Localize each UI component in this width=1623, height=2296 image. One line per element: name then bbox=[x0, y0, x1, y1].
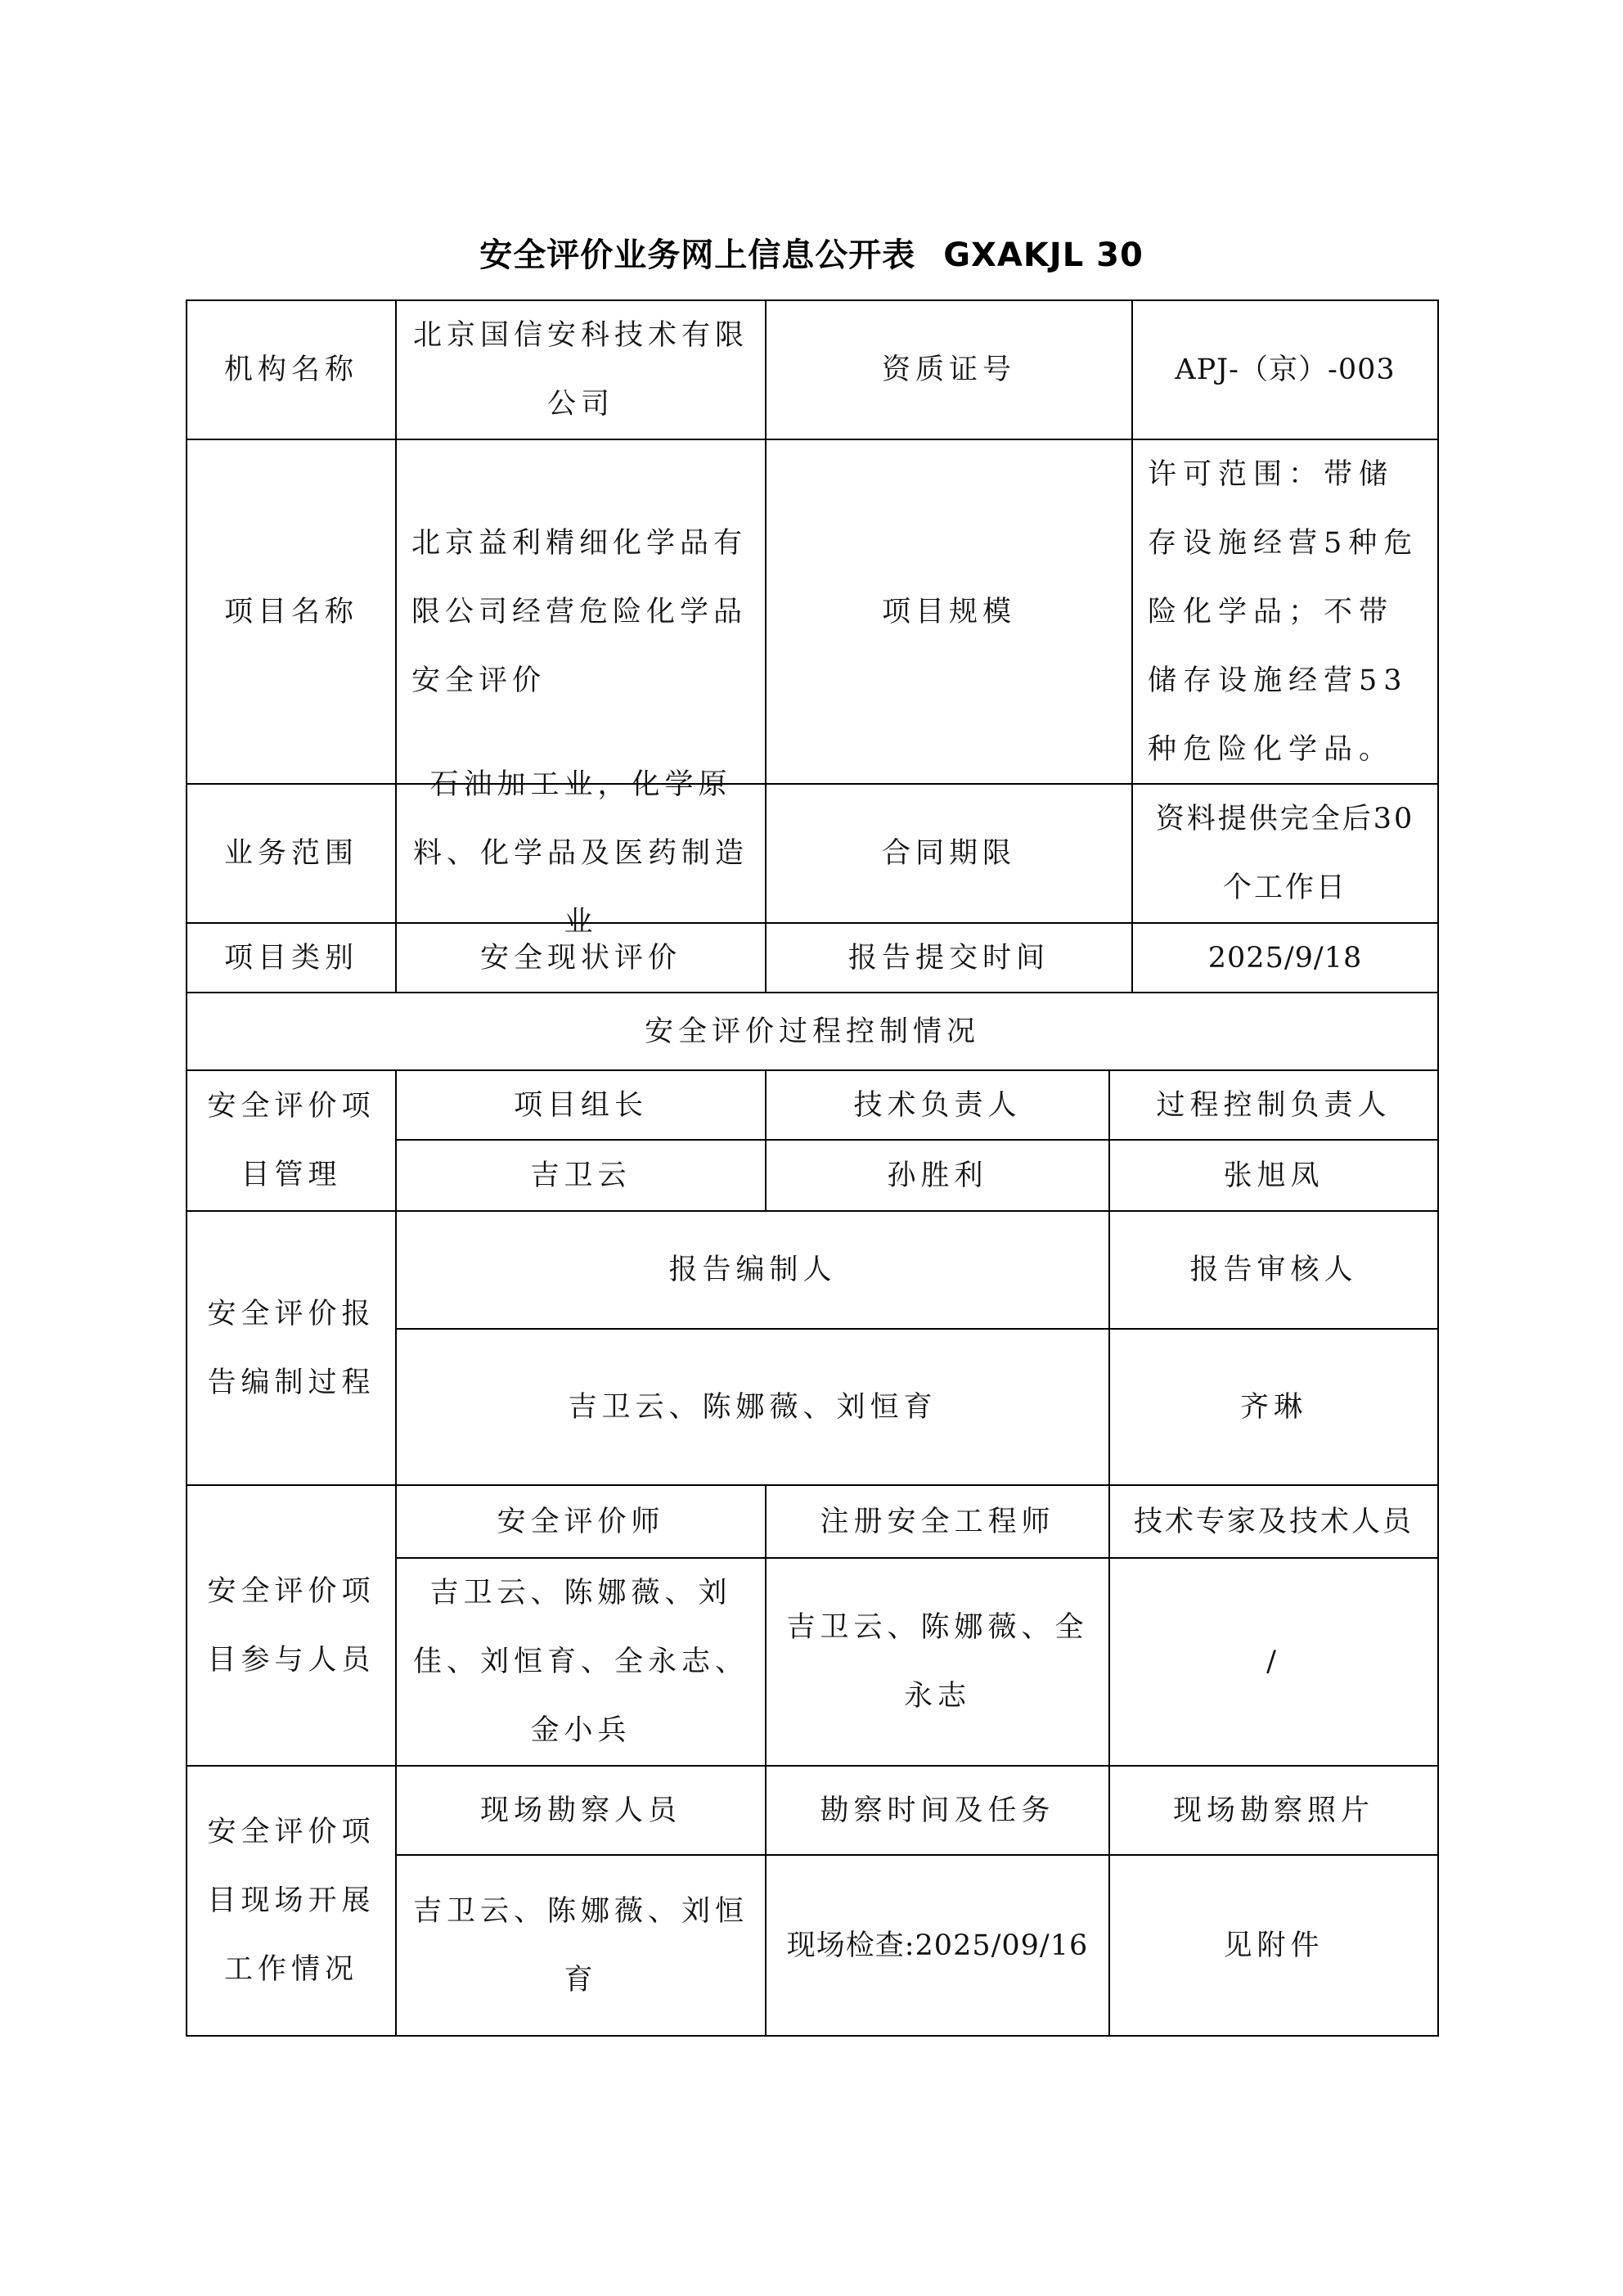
org-name-value: 北京国信安科技术有限公司 bbox=[395, 299, 767, 440]
page-title bbox=[0, 229, 1623, 276]
management-tech-value: 孙胜利 bbox=[765, 1139, 1110, 1212]
management-leader-value: 吉卫云 bbox=[395, 1139, 767, 1212]
report-compilation-label: 安全评价报告编制过程 bbox=[186, 1210, 397, 1486]
site-work-header-photos: 现场勘察照片 bbox=[1108, 1765, 1439, 1856]
project-type-value: 安全现状评价 bbox=[395, 922, 767, 993]
process-section-header: 安全评价过程控制情况 bbox=[186, 992, 1439, 1071]
management-header-tech: 技术负责人 bbox=[765, 1069, 1110, 1141]
business-scope-value: 石油加工业，化学原料、化学品及医药制造业 bbox=[395, 783, 767, 924]
cert-no-value: APJ-（京）-003 bbox=[1131, 299, 1439, 440]
site-work-staff-value: 吉卫云、陈娜薇、刘恒育 bbox=[395, 1854, 767, 2037]
participants-header-experts: 技术专家及技术人员 bbox=[1108, 1484, 1439, 1559]
cert-no-label: 资质证号 bbox=[765, 299, 1133, 440]
report-compiler-header: 报告编制人 bbox=[395, 1210, 1110, 1330]
site-work-label: 安全评价项目现场开展工作情况 bbox=[186, 1765, 397, 2037]
participants-evaluator-value: 吉卫云、陈娜薇、刘佳、刘恒育、全永志、金小兵 bbox=[395, 1557, 767, 1767]
management-process-value: 张旭凤 bbox=[1108, 1139, 1439, 1212]
report-date-label: 报告提交时间 bbox=[765, 922, 1133, 993]
site-work-header-time: 勘察时间及任务 bbox=[765, 1765, 1110, 1856]
project-name-value: 北京益利精细化学品有限公司经营危险化学品安全评价 bbox=[395, 439, 767, 785]
project-scale-label: 项目规模 bbox=[765, 439, 1133, 785]
business-scope-label: 业务范围 bbox=[186, 783, 397, 924]
participants-experts-value: / bbox=[1108, 1557, 1439, 1767]
report-reviewer-value: 齐琳 bbox=[1108, 1328, 1439, 1486]
participants-label: 安全评价项目参与人员 bbox=[186, 1484, 397, 1767]
management-header-process: 过程控制负责人 bbox=[1108, 1069, 1439, 1141]
org-name-label: 机构名称 bbox=[186, 299, 397, 440]
project-name-label: 项目名称 bbox=[186, 439, 397, 785]
participants-engineer-value: 吉卫云、陈娜薇、全永志 bbox=[765, 1557, 1110, 1767]
report-reviewer-header: 报告审核人 bbox=[1108, 1210, 1439, 1330]
participants-header-evaluator: 安全评价师 bbox=[395, 1484, 767, 1559]
form-code: GXAKJL 30 bbox=[943, 236, 1144, 274]
report-compiler-value: 吉卫云、陈娜薇、刘恒育 bbox=[395, 1328, 1110, 1486]
management-header-leader: 项目组长 bbox=[395, 1069, 767, 1141]
report-date-value: 2025/9/18 bbox=[1131, 922, 1439, 993]
contract-term-value: 资料提供完全后30个工作日 bbox=[1131, 783, 1439, 924]
site-work-time-value: 现场检查:2025/09/16 bbox=[765, 1854, 1110, 2037]
site-work-photos-value: 见附件 bbox=[1108, 1854, 1439, 2037]
management-label: 安全评价项目管理 bbox=[186, 1069, 397, 1212]
title-text: 安全评价业务网上信息公开表 bbox=[479, 236, 916, 274]
project-type-label: 项目类别 bbox=[186, 922, 397, 993]
contract-term-label: 合同期限 bbox=[765, 783, 1133, 924]
participants-header-engineer: 注册安全工程师 bbox=[765, 1484, 1110, 1559]
site-work-header-staff: 现场勘察人员 bbox=[395, 1765, 767, 1856]
project-scale-value: 许可范围：带储存设施经营5种危险化学品；不带储存设施经营53种危险化学品。 bbox=[1131, 439, 1439, 785]
